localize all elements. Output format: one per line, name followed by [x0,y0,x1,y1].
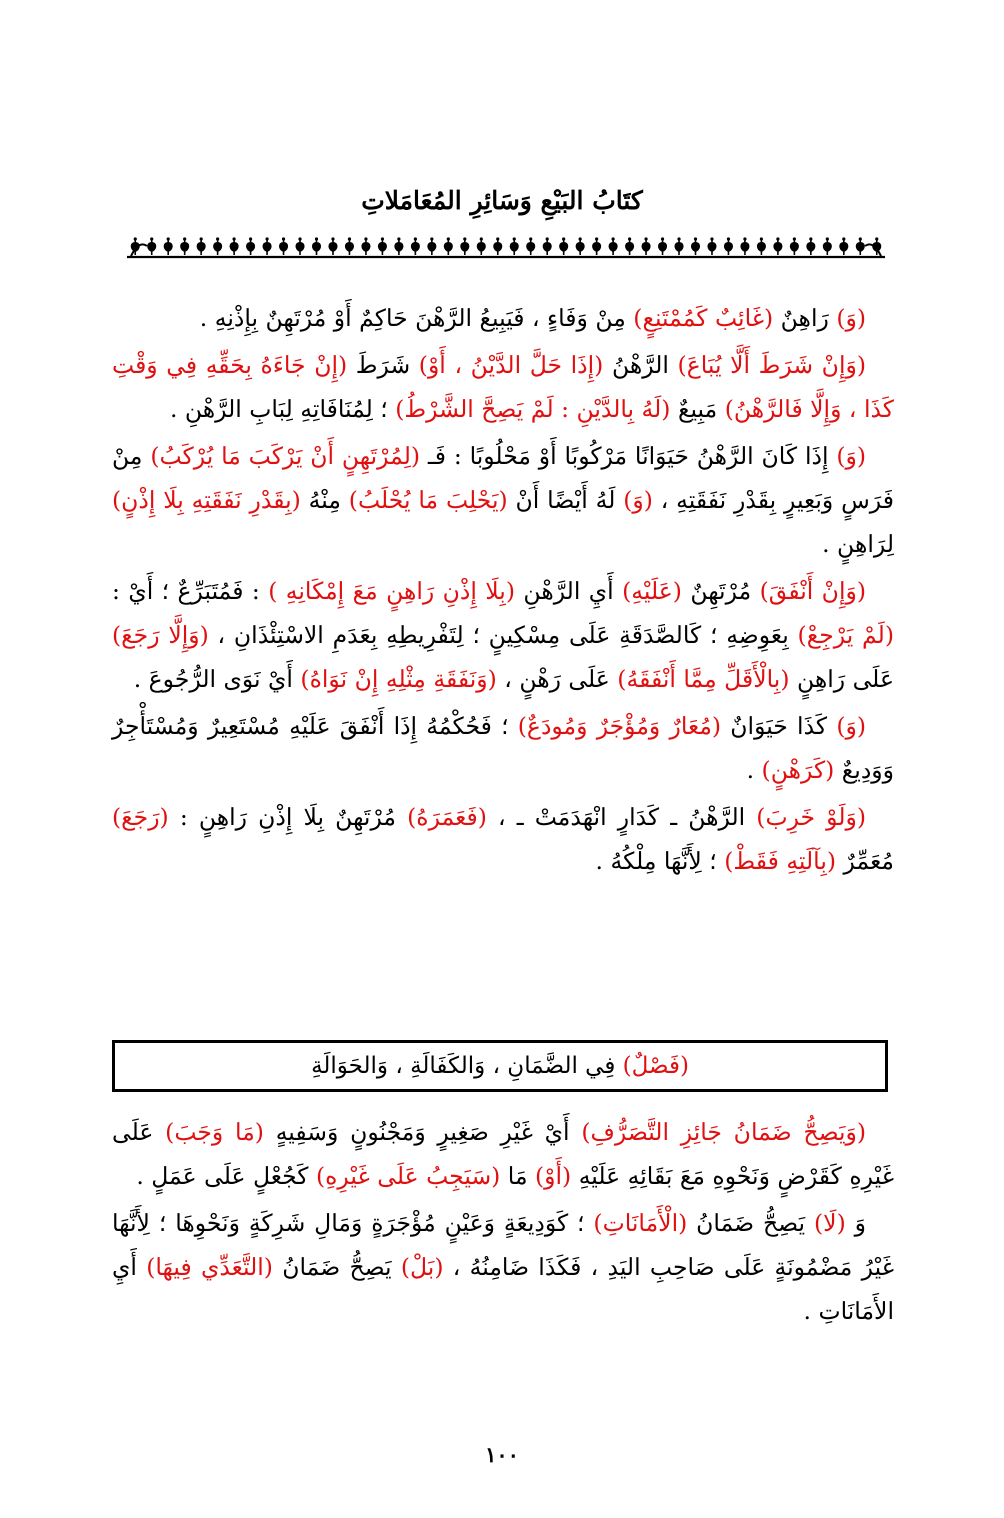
matn-text: (فَعَمَرَهُ) [407,803,487,831]
ornament-motif [691,237,700,255]
commentary-text: مِنْهُ [300,486,349,514]
ornament-motif [460,237,469,255]
matn-text: (وَيَصِحُّ ضَمَانُ جَائِزِ التَّصَرُّفِ) [581,1118,867,1146]
matn-text: (بِقَدْرِ نَفَقَتِهِ بِلَا إِذْنٍ) [112,486,301,514]
matn-text: (مُعَارٌ وَمُؤْجَرٌ وَمُودَعٌ) [517,712,722,740]
commentary-text: مِنْ فَرَسٍ وَبَعِيرٍ بِقَدْرِ نَفَقَتِهِ ، [112,442,894,514]
ornament-motif [180,237,189,255]
matn-text: (وَ) [836,442,866,470]
ornament-motif [361,237,370,255]
commentary-text: بِعَوِضِهِ ؛ كَالصَّدَقَةِ عَلَى مِسْكِينٍ ؛ لِتَفْرِيطِهِ بِعَدَمِ الاسْتِئْذَانِ ، [208,621,798,649]
ornament-motif [856,237,865,255]
commentary-text: كَذَا حَيَوَانٌ [721,712,837,740]
ornament-motif [526,237,535,255]
ornament-motif [707,237,716,255]
commentary-text: . [746,756,762,784]
commentary-text: فِي الضَّمَانِ ، وَالكَفَالَةِ ، وَالحَوَالَةِ [311,1053,623,1079]
ornament-motif [576,237,585,255]
main-text-upper [112,296,894,883]
commentary-text: لَهُ أَيْضًا أَنْ [507,486,624,514]
matn-text: (الْأَمَانَاتِ) [593,1209,688,1237]
commentary-text: أَيِ الرَّهْنِ [515,577,623,605]
matn-text: (وَ) [836,304,866,332]
commentary-text: : فَمُتَبَرِّعٌ ؛ أَيْ : [112,577,269,605]
matn-text: (مَا وَجَبَ) [165,1118,264,1146]
commentary-text: الرَّهْنُ [603,351,678,379]
ornament-motif [279,237,288,255]
paragraph [112,343,894,431]
ornament-motif [246,237,255,255]
ornament-motif [823,237,832,255]
ornament-motif [839,237,848,255]
ornament-motif [625,237,634,255]
commentary-text: أَيِ الأَمَانَاتِ . [112,1253,894,1325]
matn-text: (التَّعَدِّي فِيهَا) [146,1253,273,1281]
commentary-text: يَصِحُّ ضَمَانُ [687,1209,814,1237]
floral-border-ornament-icon [127,236,885,260]
main-text-lower [112,1110,894,1333]
ornament-motif [230,237,239,255]
commentary-text: يَصِحُّ ضَمَانُ [272,1253,401,1281]
ornament-motif [658,237,667,255]
paragraph [112,795,894,883]
matn-text: (رَجَعَ) [112,803,169,831]
ornament-motif [790,237,799,255]
paragraph [112,569,894,701]
ornament-motif [164,237,173,255]
commentary-text: عَلَى غَيْرِهِ كَقَرْضٍ وَنَحْوِهِ مَعَ بَقَائِهِ عَلَيْهِ [112,1118,894,1190]
matn-text: (بِآلَتِهِ فَقَطْ) [724,847,837,875]
commentary-text: عَلَى رَاهِنٍ [789,665,894,693]
ornament-motif [427,237,436,255]
matn-text: (كَرَهْنٍ) [761,756,835,784]
commentary-text: ؛ لِمُنَافَاتِهِ لِبَابِ الرَّهْنِ . [169,395,396,423]
ornament-motif [213,237,222,255]
matn-text: (لَمْ يَرْجِعْ) [797,621,894,649]
commentary-text: مَبِيعٌ [670,395,725,423]
page-number: ١٠٠ [485,1442,519,1467]
matn-text: (بِلَا إِذْنِ رَاهِنٍ مَعَ إِمْكَانِهِ ) [268,577,516,605]
commentary-text: مِنْ وَفَاءٍ ، فَيَبِيعُ الرَّهْنَ حَاكِمٌ أَوْ مُرْتَهِنٌ بِإِذْنِهِ . [199,304,634,332]
matn-text: (يَحْلِبَ مَا يُحْلَبُ) [348,486,508,514]
ornament-motif [543,237,552,255]
commentary-text: إِذَا كَانَ الرَّهْنُ حَيَوَانًا مَرْكُوبًا أَوْ مَحْلُوبًا : فَـ [420,442,837,470]
matn-text: (فَصْلٌ) [622,1053,689,1079]
commentary-text: كَجُعْلٍ عَلَى عَمَلٍ . [136,1162,316,1190]
commentary-text: مُرْتَهِنٌ [681,577,760,605]
ornament-motif [378,237,387,255]
section-heading-box [112,1040,888,1092]
matn-text: (إِذَا حَلَّ الدَّيْنُ ، أَوْ) [418,351,604,379]
paragraph [112,1110,894,1198]
commentary-text: الرَّهْنُ ـ كَدَارٍ انْهَدَمَتْ ـ ، [486,803,757,831]
matn-text: (وَإِنْ أَنْفَقَ) [759,577,866,605]
ornament-motif [328,237,337,255]
commentary-text: مُرْتَهِنٌ بِلَا إِذْنِ رَاهِنٍ : [168,803,408,831]
matn-text: (أَوْ) [535,1162,572,1190]
commentary-text: ؛ لِأَنَّهَا مِلْكُهُ . [595,847,725,875]
ornament-motif [559,237,568,255]
matn-text: (وَ) [623,486,653,514]
ornament-motif [642,237,651,255]
matn-text: (سَيَجِبُ عَلَى غَيْرِهِ) [315,1162,501,1190]
matn-text: (وَلَوْ خَرِبَ) [756,803,866,831]
matn-text: (بَلْ) [400,1253,444,1281]
ornament-motif [394,237,403,255]
matn-text: (وَ) [836,712,866,740]
paragraph [112,296,894,340]
commentary-text: ؛ فَحُكْمُهُ إِذَا أَنْفَقَ عَلَيْهِ مُسْتَعِيرٌ وَمُسْتَأْجِرٌ وَوَدِيعٌ [112,712,894,784]
ornament-motif [724,237,733,255]
ornament-motif [411,237,420,255]
ornament-motif [345,237,354,255]
commentary-text: أَيْ غَيْرِ صَغِيرٍ وَمَجْنُونٍ وَسَفِيهٍ [263,1118,582,1146]
ornament-motif [147,237,156,255]
commentary-text: رَاهِنٌ [773,304,837,332]
ornament-motif [592,237,601,255]
paragraph [112,1201,894,1333]
commentary-text: وَ [845,1209,866,1237]
matn-text: (لَهُ بِالدَّيْنِ : لَمْ يَصِحَّ الشَّرْطُ) [395,395,671,423]
matn-text: (وَإِلَّا رَجَعَ) [112,621,209,649]
ornament-motif [609,237,618,255]
matn-text: (إِنْ جَاءَهُ بِحَقِّهِ فِي وَقْتِ كَذَا ، وَإِلَّا فَالرَّهْنُ) [112,351,894,423]
commentary-text: أَيْ نَوَى الرُّجُوعَ . [133,665,301,693]
paragraph [112,704,894,792]
commentary-text: شَرَطَ [347,351,419,379]
ornament-motif [757,237,766,255]
ornament-motif [197,237,206,255]
ornament-motif [493,237,502,255]
ornament-motif [806,237,815,255]
ornament-motif [510,237,519,255]
ornament-motif [296,237,305,255]
commentary-text: ؛ كَوَدِيعَةٍ وَعَيْنٍ مُؤْجَرَةٍ وَمَالِ شَرِكَةٍ وَنَحْوِهَا ؛ لِأَنَّهَا غَيْرُ مَضْمُونَةٍ عَلَى صَاحِبِ اليَدِ ، فَكَذَا ضَامِنُهُ ، [112,1209,894,1281]
matn-text: (وَإِنْ شَرَطَ أَلَّا يُبَاعَ) [677,351,866,379]
section-heading [311,1053,689,1079]
commentary-text: مُعَمِّرٌ [836,847,894,875]
matn-text: (عَلَيْهِ) [622,577,682,605]
commentary-text: عَلَى رَهْنٍ ، [496,665,618,693]
ornament-motif [263,237,272,255]
ornament-motif [477,237,486,255]
ornament-motif [444,237,453,255]
matn-text: (لِمُرْتَهِنٍ أَنْ يَرْكَبَ مَا يُرْكَبُ) [150,442,421,470]
paragraph [112,434,894,566]
matn-text: (لَا) [814,1209,846,1237]
ornament-motif [773,237,782,255]
matn-text: (وَنَفَقَةِ مِثْلِهِ إِنْ نَوَاهُ) [300,665,497,693]
ornament-motif [740,237,749,255]
ornament-motif [312,237,321,255]
ornament-motif [675,237,684,255]
commentary-text: لِرَاهِنٍ . [822,530,894,558]
matn-text: (غَائِبٌ كَمُمْتَنِعٍ) [633,304,774,332]
matn-text: (بِالْأَقَلِّ مِمَّا أَنْفَقَهُ) [617,665,790,693]
running-title: كتَابُ البَيْعِ وَسَائِرِ المُعَامَلاتِ [361,186,643,215]
commentary-text: مَا [500,1162,536,1190]
